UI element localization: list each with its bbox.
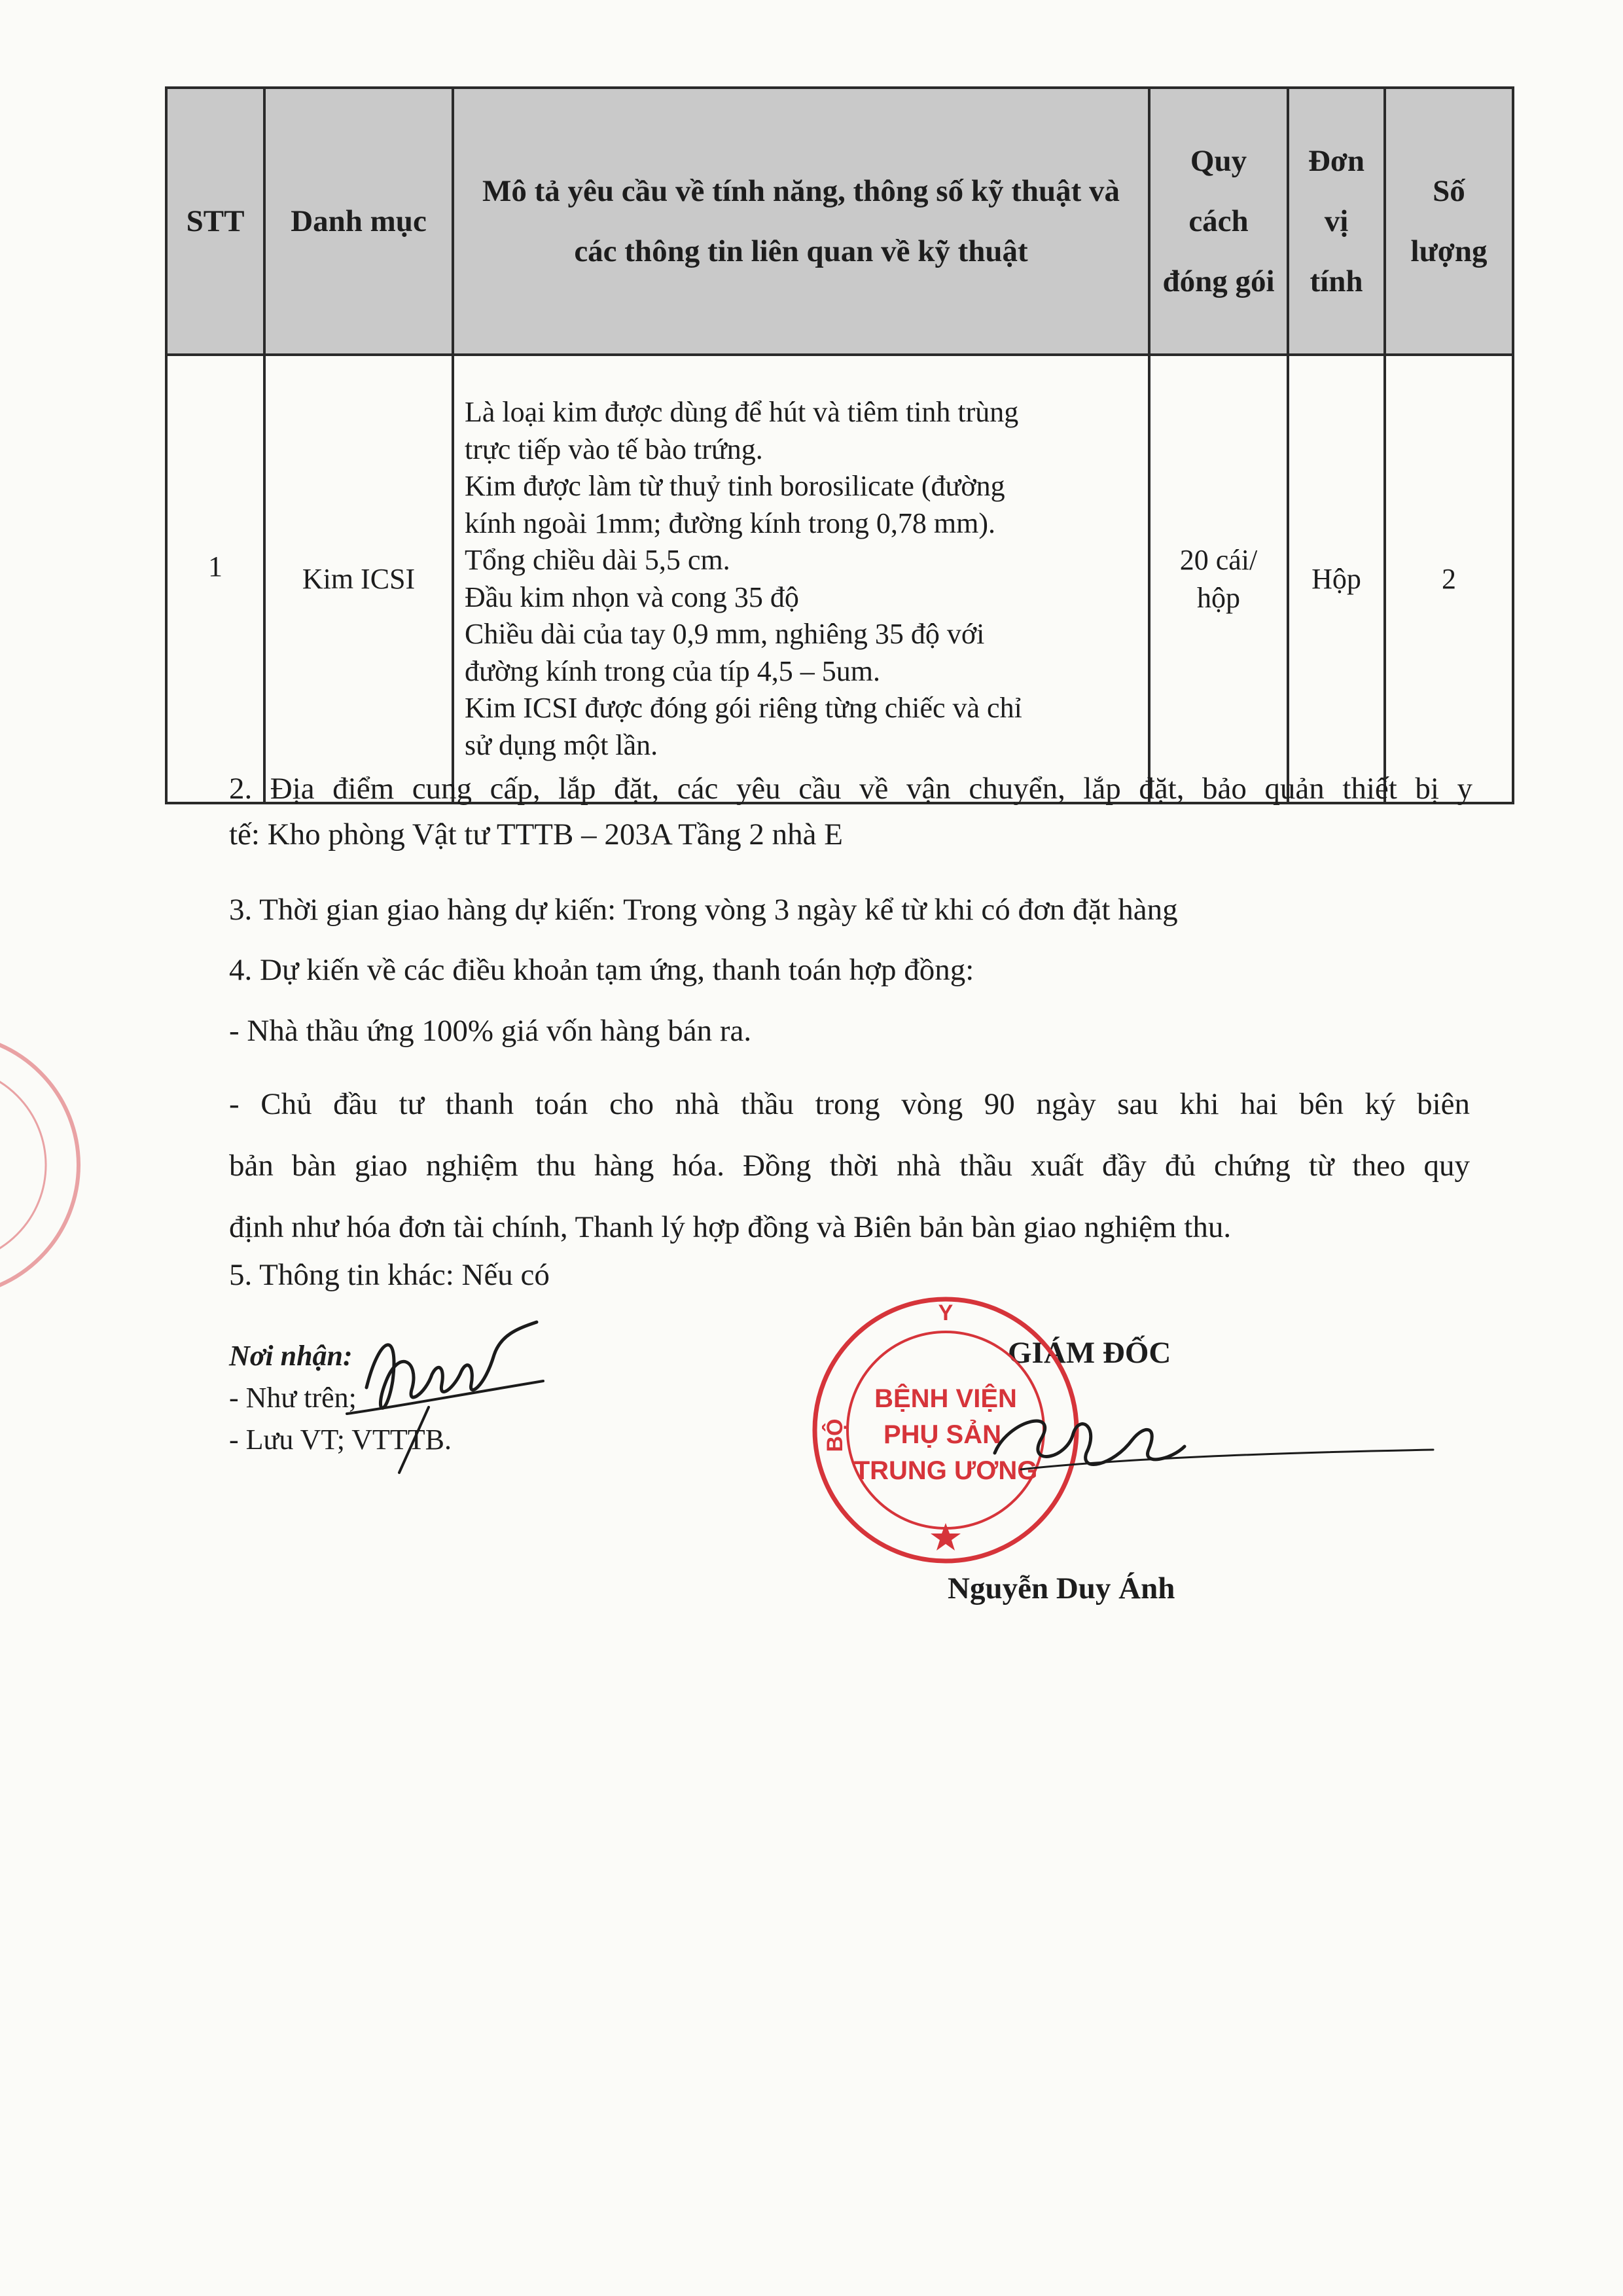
- header-stt: STT: [166, 88, 264, 355]
- delivery-location-line: tế: Kho phòng Vật tư TTTB – 203A Tầng 2 nhà E: [229, 817, 843, 852]
- recipients-title: Nơi nhận:: [229, 1340, 353, 1372]
- payment-line: - Chủ đầu tư thanh toán cho nhà thầu trong vòng 90 ngày sau khi hai bên ký biên: [229, 1087, 1470, 1121]
- paragraph-payment: [229, 1073, 1470, 1258]
- description-line: Kim ICSI được đóng gói riêng từng chiếc và chỉ: [465, 692, 1022, 724]
- cell-stt: 1: [166, 355, 264, 803]
- paragraph-payment-terms: 4. Dự kiến về các điều khoản tạm ứng, thanh toán hợp đồng:: [229, 953, 974, 987]
- description-line: Kim được làm từ thuỷ tinh borosilicate (đường: [465, 470, 1005, 502]
- director-signature: [982, 1388, 1440, 1518]
- paragraph-delivery-location: [229, 769, 1472, 854]
- recipient-item: - Như trên;: [229, 1382, 357, 1414]
- initial-signature: [340, 1309, 550, 1479]
- delivery-location-line: 2. Địa điểm cung cấp, lắp đặt, các yêu cầu về vận chuyển, lắp đặt, bảo quản thiết bị y: [229, 772, 1472, 806]
- header-description: [453, 88, 1149, 355]
- table-header-row: [166, 88, 1513, 355]
- packaging-line: 20 cái/: [1179, 543, 1258, 576]
- cell-quantity: 2: [1385, 355, 1513, 803]
- payment-line: bản bàn giao nghiệm thu hàng hóa. Đồng thời nhà thầu xuất đầy đủ chứng từ theo quy: [229, 1149, 1470, 1183]
- paragraph-advance: - Nhà thầu ứng 100% giá vốn hàng bán ra.: [229, 1014, 752, 1048]
- seal-line-3: TRUNG ƯƠNG: [853, 1456, 1038, 1485]
- cell-packaging: [1149, 355, 1288, 803]
- description-line: trực tiếp vào tế bào trứng.: [465, 433, 763, 465]
- cell-unit: Hộp: [1288, 355, 1385, 803]
- seal-line-2: PHỤ SẢN: [883, 1420, 1002, 1449]
- cell-description: [453, 355, 1149, 803]
- description-line: Chiều dài của tay 0,9 mm, nghiêng 35 độ với: [465, 618, 985, 650]
- description-line: kính ngoài 1mm; đường kính trong 0,78 mm).: [465, 507, 995, 539]
- seal-top-letter: Y: [938, 1300, 954, 1325]
- director-name: Nguyễn Duy Ánh: [948, 1571, 1175, 1605]
- header-description-text: Mô tả yêu cầu về tính năng, thông số kỹ thuật và các thông tin liên quan về kỹ thuật: [482, 174, 1120, 268]
- description-line: Đầu kim nhọn và cong 35 độ: [465, 581, 799, 613]
- director-title: GIÁM ĐỐC: [1008, 1336, 1171, 1370]
- table-row: [166, 355, 1513, 803]
- description-line: đường kính trong của típ 4,5 – 5um.: [465, 655, 880, 687]
- partial-seal-left: [0, 1008, 85, 1309]
- specification-table: [165, 86, 1514, 804]
- description-line: Tổng chiều dài 5,5 cm.: [465, 544, 730, 576]
- header-unit: Đơn vị tính: [1288, 88, 1385, 355]
- packaging-line: hộp: [1197, 581, 1240, 614]
- payment-line: định như hóa đơn tài chính, Thanh lý hợp đồng và Biên bản bàn giao nghiệm thu.: [229, 1210, 1232, 1244]
- description-line: Là loại kim được dùng để hút và tiêm tinh trùng: [465, 396, 1019, 428]
- header-packaging: Quy cách đóng gói: [1149, 88, 1288, 355]
- header-category: Danh mục: [264, 88, 453, 355]
- recipient-item: - Lưu VT; VTTTB.: [229, 1424, 452, 1456]
- seal-left-letters: BỘ: [823, 1418, 847, 1452]
- header-quantity: Số lượng: [1385, 88, 1513, 355]
- seal-line-1: BỆNH VIỆN: [874, 1384, 1017, 1413]
- description-line: sử dụng một lần.: [465, 728, 658, 761]
- cell-category: Kim ICSI: [264, 355, 453, 803]
- paragraph-other-info: 5. Thông tin khác: Nếu có: [229, 1258, 550, 1292]
- paragraph-delivery-time: 3. Thời gian giao hàng dự kiến: Trong vòng 3 ngày kể từ khi có đơn đặt hàng: [229, 893, 1178, 927]
